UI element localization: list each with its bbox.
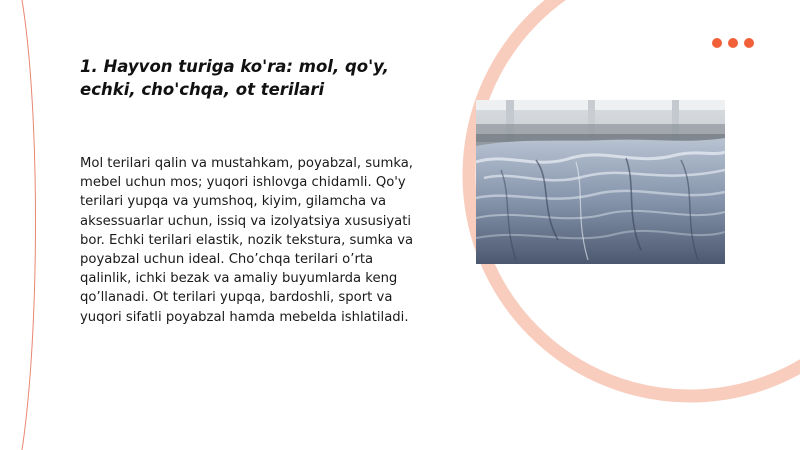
dot-icon xyxy=(744,38,754,48)
leather-hides-photo xyxy=(476,100,725,264)
margin-curve-line xyxy=(22,0,36,450)
slide-body-text: Mol terilari qalin va mustahkam, poyabzal, sumka, mebel uchun mos; yuqori ishlovga chidamli. Qo'y terilari yupqa va yumshoq, kiyim, gilamcha va aksessuarlar uchun, issiq va izolyatsiya xususiyati bor. Echki terilari elastik, nozik tekstura, sumka va poyabzal uchun ideal. Cho’chqa terilari o’rta qalinlik, ichki bezak va amaliy buyumlarda keng qo’llanadi. Ot terilari yupqa, bardoshli, sport va yuqori sifatli poyabzal hamda mebelda ishlatiladi. xyxy=(80,156,414,325)
dots-ornament xyxy=(712,38,754,48)
dot-icon xyxy=(712,38,722,48)
slide-title: 1. Hayvon turiga ko'ra: mol, qo'y, echki, cho'chqa, ot terilari xyxy=(80,57,389,99)
dot-icon xyxy=(728,38,738,48)
photo-illustration xyxy=(476,100,725,264)
